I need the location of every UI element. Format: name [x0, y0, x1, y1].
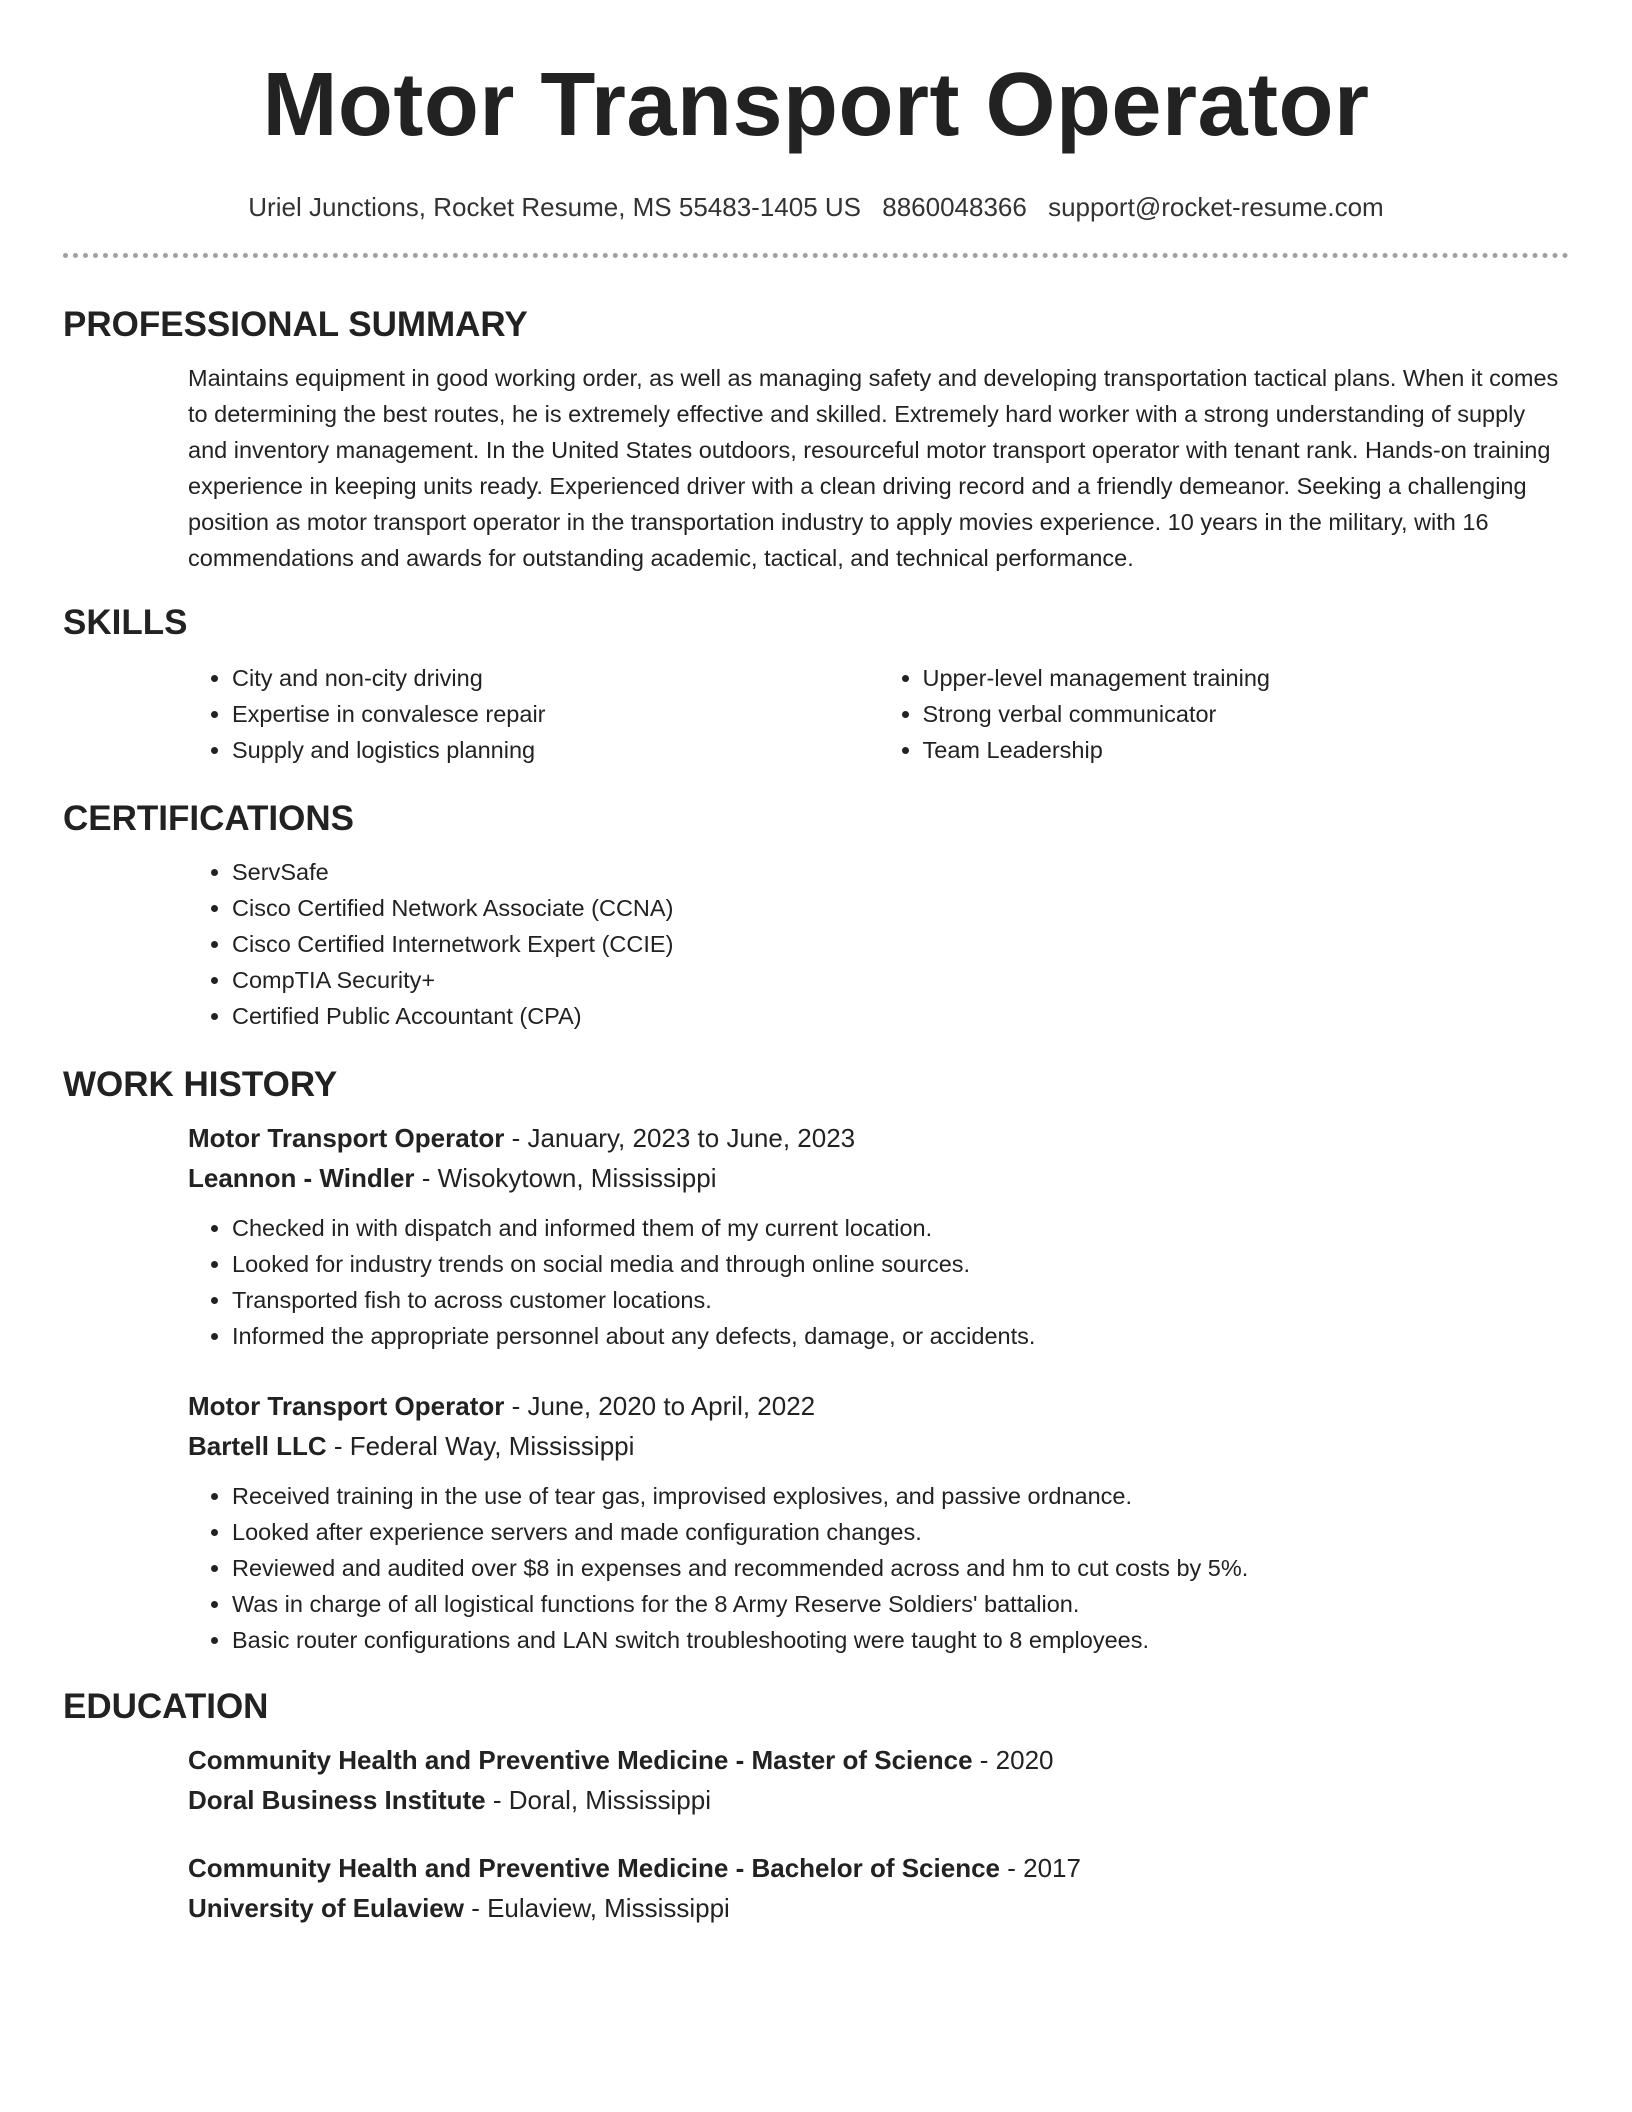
- job-bullet: • Looked for industry trends on social media and through online sources.: [232, 1246, 1569, 1282]
- degree-line: [188, 1848, 1569, 1888]
- summary-text: Maintains equipment in good working order, as well as managing safety and developing transportation tactical plans. When it comes to determining the best routes, he is extremely effective and skilled. Extremely hard worker with a strong understanding of supply and inventory management. In the United States outdoors, resourceful motor transport operator with tenant rank. Hands-on training experience in keeping units ready. Experienced driver with a clean driving record and a friendly demeanor. Seeking a challenging position as motor transport operator in the transportation industry to apply movies experience. 10 years in the military, with 16 commendations and awards for outstanding academic, tactical, and technical performance.: [188, 365, 1559, 571]
- education-heading: EDUCATION: [63, 1687, 269, 1726]
- contact-email: support@rocket-resume.com: [1048, 192, 1384, 222]
- job-bullet: • Reviewed and audited over $8 in expenses and recommended across and hm to cut costs by 5%.: [232, 1550, 1569, 1586]
- degree-line: [188, 1740, 1569, 1780]
- job-location: - Federal Way, Mississippi: [326, 1431, 635, 1461]
- degree-year: - 2017: [1000, 1853, 1081, 1883]
- job-title-line: [188, 1118, 1569, 1158]
- summary-content: [188, 360, 1569, 576]
- certifications-list: [188, 854, 1569, 1034]
- summary-heading: PROFESSIONAL SUMMARY: [63, 305, 528, 344]
- certifications-heading: CERTIFICATIONS: [63, 799, 355, 838]
- job-company: Bartell LLC: [188, 1431, 327, 1461]
- degree-name: Community Health and Preventive Medicine - Bachelor of Science: [188, 1853, 1000, 1883]
- skills-heading: SKILLS: [63, 603, 188, 642]
- job-entry: [188, 1386, 1569, 1658]
- skill-item: • Upper-level management training: [923, 660, 1570, 696]
- degree-name: Community Health and Preventive Medicine - Master of Science: [188, 1745, 973, 1775]
- job-title-line: [188, 1386, 1569, 1426]
- contact-phone: 8860048366: [882, 192, 1027, 222]
- contact-line: [63, 189, 1569, 225]
- job-bullet: • Basic router configurations and LAN switch troubleshooting were taught to 8 employees.: [232, 1622, 1569, 1658]
- degree-year: - 2020: [972, 1745, 1054, 1775]
- skill-item: • Strong verbal communicator: [923, 696, 1570, 732]
- job-bullets: [188, 1478, 1569, 1658]
- job-bullet: • Looked after experience servers and made configuration changes.: [232, 1514, 1569, 1550]
- school-name: University of Eulaview: [188, 1893, 464, 1923]
- job-title: Motor Transport Operator: [188, 1391, 505, 1421]
- school-name: Doral Business Institute: [188, 1785, 486, 1815]
- job-bullet: • Received training in the use of tear gas, improvised explosives, and passive ordnance.: [232, 1478, 1569, 1514]
- job-company-line: [188, 1158, 1569, 1198]
- skill-item: • Expertise in convalesce repair: [232, 696, 879, 732]
- skill-item: • Team Leadership: [923, 732, 1570, 768]
- skill-item: • City and non-city driving: [232, 660, 879, 696]
- school-line: [188, 1888, 1569, 1928]
- certifications-content: [188, 854, 1569, 1034]
- education-entry: [188, 1848, 1569, 1928]
- job-entry: [188, 1118, 1569, 1354]
- job-location: - Wisokytown, Mississippi: [414, 1163, 717, 1193]
- certification-item: • CompTIA Security+: [232, 962, 1569, 998]
- job-bullet: • Transported fish to across customer locations.: [232, 1282, 1569, 1318]
- job-dates: - June, 2020 to April, 2022: [504, 1391, 816, 1421]
- summary-section: [63, 304, 1569, 576]
- job-bullet: • Was in charge of all logistical functions for the 8 Army Reserve Soldiers' battalion.: [232, 1586, 1569, 1622]
- skills-list-left: [188, 660, 879, 768]
- certification-item: • Certified Public Accountant (CPA): [232, 998, 1569, 1034]
- certifications-section: [63, 798, 1569, 1034]
- job-dates: - January, 2023 to June, 2023: [504, 1123, 856, 1153]
- resume-title: Motor Transport Operator: [262, 55, 1370, 155]
- job-bullet: • Informed the appropriate personnel about any defects, damage, or accidents.: [232, 1318, 1569, 1354]
- skills-section: [63, 602, 1569, 768]
- school-location: - Eulaview, Mississippi: [463, 1893, 730, 1923]
- skills-list-right: [879, 660, 1570, 768]
- job-company: Leannon - Windler: [188, 1163, 415, 1193]
- skills-grid: [188, 660, 1569, 768]
- education-section: [63, 1686, 1569, 1928]
- certification-item: • ServSafe: [232, 854, 1569, 890]
- school-line: [188, 1780, 1569, 1820]
- school-location: - Doral, Mississippi: [485, 1785, 711, 1815]
- header-divider: [63, 253, 1569, 258]
- work-history-heading: WORK HISTORY: [63, 1065, 338, 1104]
- job-title: Motor Transport Operator: [188, 1123, 505, 1153]
- skill-item: • Supply and logistics planning: [232, 732, 879, 768]
- work-history-section: [63, 1064, 1569, 1658]
- certification-item: • Cisco Certified Internetwork Expert (CCIE): [232, 926, 1569, 962]
- job-bullet: • Checked in with dispatch and informed them of my current location.: [232, 1210, 1569, 1246]
- education-entry: [188, 1740, 1569, 1820]
- job-bullets: [188, 1210, 1569, 1354]
- job-company-line: [188, 1426, 1569, 1466]
- certification-item: • Cisco Certified Network Associate (CCNA): [232, 890, 1569, 926]
- contact-address: Uriel Junctions, Rocket Resume, MS 55483-1405 US: [248, 192, 862, 222]
